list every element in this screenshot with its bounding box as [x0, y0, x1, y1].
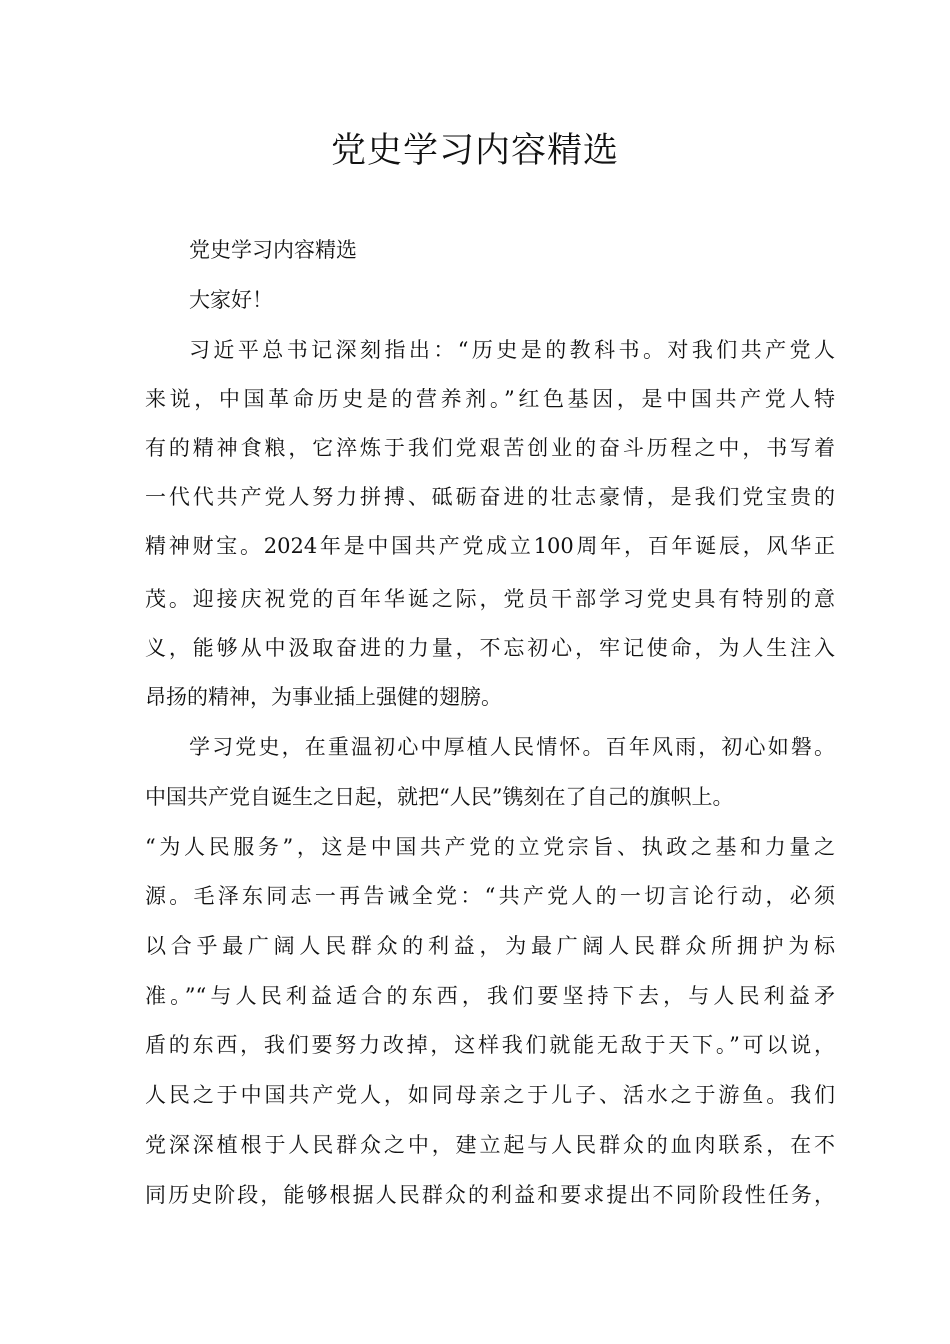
paragraph-line: 有的精神食粮，它淬炼于我们党艰苦创业的奋斗历程之中，书写着 [145, 436, 835, 460]
paragraph-line: 义，能够从中汲取奋进的力量，不忘初心，牢记使命，为人生注入 [145, 636, 835, 660]
paragraph-line: 一代代共产党人努力拼搏、砥砺奋进的壮志豪情，是我们党宝贵的 [145, 485, 835, 509]
paragraph-line: 准。”“与人民利益适合的东西，我们要坚持下去，与人民利益矛 [145, 984, 835, 1008]
paragraph-line: 茂。迎接庆祝党的百年华诞之际，党员干部学习党史具有特别的意 [145, 587, 835, 611]
paragraph-line: “为人民服务”，这是中国共产党的立党宗旨、执政之基和力量之 [145, 835, 835, 859]
paragraph-line: 党深深植根于人民群众之中，建立起与人民群众的血肉联系，在不 [145, 1133, 835, 1157]
paragraph-line: 学习党史，在重温初心中厚植人民情怀。百年风雨，初心如磐。 [189, 735, 835, 759]
paragraph-line: 昂扬的精神，为事业插上强健的翅膀。 [145, 685, 502, 709]
paragraph-line: 来说，中国革命历史是的营养剂。”红色基因，是中国共产党人特 [145, 387, 835, 411]
document-title: 党史学习内容精选 [330, 131, 619, 171]
paragraph-line: 以合乎最广阔人民群众的利益，为最广阔人民群众所拥护为标 [145, 934, 835, 958]
paragraph-line: 源。毛泽东同志一再告诫全党：“共产党人的一切言论行动，必须 [145, 884, 835, 908]
paragraph-line: 人民之于中国共产党人，如同母亲之于儿子、活水之于游鱼。我们 [145, 1083, 835, 1107]
paragraph-line: 同历史阶段，能够根据人民群众的利益和要求提出不同阶段性任务， [145, 1183, 835, 1207]
subtitle-line: 党史学习内容精选 [189, 238, 357, 262]
paragraph-line: 中国共产党自诞生之日起，就把“人民”镌刻在了自己的旗帜上。 [145, 785, 734, 809]
paragraph-line: 习近平总书记深刻指出：“历史是的教科书。对我们共产党人 [189, 338, 835, 362]
paragraph-line: 精神财宝。2024年是中国共产党成立100周年，百年诞辰，风华正 [145, 534, 835, 558]
paragraph-line: 盾的东西，我们要努力改掉，这样我们就能无敌于天下。”可以说， [145, 1033, 835, 1057]
greeting-line: 大家好！ [189, 288, 273, 312]
